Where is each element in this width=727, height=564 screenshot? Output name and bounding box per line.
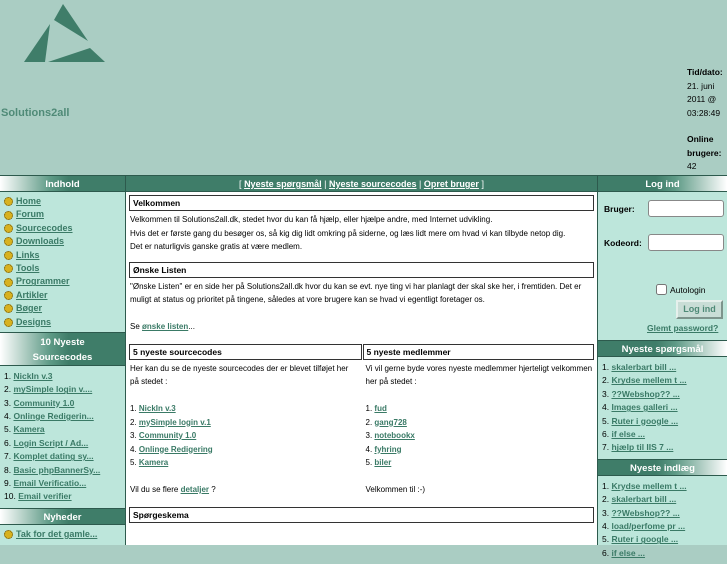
newest-sourcecodes-link[interactable]: Nyeste sourcecodes: [328, 179, 417, 189]
sourcecode-link[interactable]: mySimple login v....: [13, 384, 93, 395]
online-label-2: brugere:: [687, 147, 722, 158]
heading-line: 10 Nyeste: [40, 336, 85, 348]
item-number: 2.: [4, 384, 12, 395]
sourcecode-link[interactable]: Onlinge Redigering: [138, 444, 213, 454]
newest-panels: [126, 341, 597, 497]
item-number: 4.: [602, 402, 610, 413]
password-input[interactable]: [648, 234, 724, 251]
list-item: [4, 477, 125, 490]
item-number: 4.: [602, 520, 610, 531]
list-item: [602, 374, 727, 387]
list-item: [366, 402, 595, 416]
newest-sourcecodes-body: [126, 360, 362, 497]
gear-icon: [4, 224, 13, 233]
nav-link[interactable]: Artikler: [16, 289, 48, 300]
autologin-label: Autologin: [670, 284, 706, 295]
list-item: [602, 401, 727, 414]
outro-text: Velkommen til :-): [365, 485, 426, 494]
password-row: [604, 234, 724, 251]
item-number: 1.: [602, 362, 610, 372]
user-label: Bruger:: [604, 203, 635, 214]
question-link[interactable]: hjælp til IIS 7 ...: [611, 442, 674, 453]
bracket: [: [239, 179, 242, 189]
sourcecode-link[interactable]: NickIn v.3: [13, 370, 53, 381]
member-link[interactable]: notebookx: [374, 431, 415, 440]
item-number: 3.: [365, 431, 373, 440]
more-prefix: Vil du se flere: [130, 485, 179, 494]
list-item: [602, 441, 727, 454]
member-link[interactable]: biler: [374, 458, 392, 467]
top-links-bar: [126, 175, 597, 192]
post-link[interactable]: skalerbart bill ...: [611, 494, 677, 505]
list-item: [4, 450, 125, 463]
list-item: [130, 429, 359, 443]
item-number: 1.: [365, 404, 373, 413]
list-item: [4, 490, 125, 503]
separator: |: [419, 179, 422, 189]
wishlist-text: "Ønske Listen" er en side her på Solutions2all.dk hvor du kan se evt. nye ting vi har planlagt der skal ske her, i fremtiden. Det er muligt at status og prioritet på tingene, således at vore brugere kan se hvad vi egentligt foretager os.: [130, 281, 582, 304]
question-link[interactable]: Krydse mellem t ...: [611, 375, 687, 386]
gear-icon: [4, 251, 13, 260]
list-item: [366, 443, 595, 457]
newest-sourcecodes-panel: [126, 341, 362, 497]
post-link[interactable]: if else ...: [611, 547, 646, 558]
news-link[interactable]: Tak for det gamle...: [16, 528, 98, 539]
wishlist-prefix: Se: [130, 322, 140, 331]
username-input[interactable]: [648, 200, 724, 217]
nav-link[interactable]: Sourcecodes: [16, 222, 73, 233]
newest-posts-list: [598, 476, 727, 564]
nav-item-forum[interactable]: [4, 208, 125, 221]
gear-icon: [4, 278, 13, 287]
list-item: [602, 361, 727, 374]
datetime-label: Tid/dato:: [687, 67, 723, 77]
date-line2: 2011 @: [687, 94, 717, 104]
welcome-text: Det er naturligvis ganske gratis at være medlem.: [130, 242, 303, 251]
gear-icon: [4, 237, 13, 246]
user-row: [604, 200, 724, 217]
content-heading: Indhold: [0, 175, 125, 192]
logo-icon: [20, 3, 102, 65]
sourcecode-link[interactable]: Community 1.0: [138, 431, 197, 440]
page-header: [0, 0, 727, 175]
item-number: 1.: [130, 404, 137, 413]
forgot-password-link[interactable]: Glemt password?: [647, 323, 719, 333]
online-count: 42: [687, 161, 697, 171]
newest-questions-link[interactable]: Nyeste spørgsmål: [244, 179, 322, 189]
post-link[interactable]: load/perfome pr ...: [611, 520, 686, 531]
nav-item-artikler[interactable]: [4, 289, 125, 302]
gear-icon: [4, 530, 13, 539]
separator: |: [324, 179, 327, 189]
item-number: 8.: [4, 464, 12, 475]
list-item: [602, 480, 727, 493]
nav-item-downloads[interactable]: [4, 235, 125, 248]
item-number: 5.: [4, 424, 12, 435]
time-value: 03:28:49: [687, 107, 721, 118]
datetime-panel: [687, 66, 727, 174]
right-sidebar: [598, 175, 727, 558]
list-item: [602, 493, 727, 506]
gear-icon: [4, 197, 13, 206]
newest-sourcecodes-heading: [0, 332, 125, 366]
item-number: 3.: [130, 431, 137, 440]
item-number: 5.: [602, 415, 610, 426]
member-link[interactable]: fyhring: [374, 444, 402, 454]
sourcecode-link[interactable]: Komplet dating sy...: [13, 451, 94, 462]
post-link[interactable]: Krydse mellem t ...: [611, 480, 687, 491]
welcome-title: Velkommen: [129, 195, 594, 211]
item-number: 6.: [602, 428, 610, 439]
welcome-body: [126, 211, 597, 254]
login-form: [598, 192, 727, 340]
item-number: 2.: [130, 417, 137, 427]
password-label: Kodeord:: [604, 237, 642, 248]
list-item: [602, 533, 727, 546]
item-number: 1.: [4, 370, 12, 381]
wishlist-suffix: ...: [188, 322, 195, 331]
nav-link[interactable]: Home: [16, 196, 42, 206]
list-item: [130, 402, 359, 416]
heading-line: Sourcecodes: [32, 351, 93, 363]
bracket: ]: [481, 179, 484, 189]
nav-link[interactable]: Designs: [16, 316, 52, 327]
newest-members-title: 5 nyeste medlemmer: [363, 344, 595, 360]
question-link[interactable]: if else ...: [611, 428, 646, 439]
nav-link[interactable]: Tools: [16, 262, 40, 273]
question-link[interactable]: ??Webshop?? ...: [611, 388, 680, 399]
list-item: [4, 437, 125, 450]
nav-item-sourcecodes[interactable]: [4, 222, 125, 235]
post-link[interactable]: ??Webshop?? ...: [611, 507, 680, 518]
sourcecode-link[interactable]: Onlinge Redigerin...: [13, 411, 94, 422]
sourcecode-link[interactable]: NickIn v.3: [138, 404, 176, 413]
question-link[interactable]: Ruter i google ...: [611, 415, 679, 426]
list-item: [4, 383, 125, 396]
list-item: [602, 507, 727, 520]
newest-sourcecodes-list: [0, 366, 125, 508]
item-number: 3.: [602, 388, 610, 399]
gear-icon: [4, 291, 13, 300]
sourcecode-link[interactable]: Basic phpBannerSy...: [13, 464, 101, 475]
item-number: 5.: [130, 458, 137, 467]
list-item: [602, 520, 727, 533]
welcome-text: Hvis det er første gang du besøger os, så kig dig lidt omkring på siderne, og læs lidt mere om hvad vi kan tilbyde netop dig.: [130, 228, 566, 238]
wishlist-title: Ønske Listen: [129, 262, 594, 278]
online-label: Online: [687, 134, 714, 144]
post-link[interactable]: Ruter i google ...: [611, 534, 679, 545]
item-number: 2.: [602, 494, 610, 505]
nav-link[interactable]: Bøger: [16, 303, 43, 314]
list-item: [366, 456, 595, 470]
item-number: 5.: [602, 534, 610, 545]
nav-link[interactable]: Forum: [16, 209, 44, 220]
nav-item-boger[interactable]: [4, 302, 125, 315]
sourcecode-link[interactable]: mySimple login v.1: [138, 417, 211, 427]
nav-link[interactable]: Links: [16, 249, 40, 260]
create-user-link[interactable]: Opret bruger: [423, 179, 479, 189]
gear-icon: [4, 264, 13, 273]
newest-posts-heading: Nyeste indlæg: [598, 459, 727, 476]
member-link[interactable]: gang728: [374, 417, 407, 427]
item-number: 4.: [365, 444, 373, 454]
newest-members-panel: [362, 341, 598, 497]
welcome-text: Velkommen til Solutions2all.dk, stedet hvor du kan få hjælp, eller hjælpe andre, med Internet udvikling.: [130, 215, 493, 224]
nav-link[interactable]: Downloads: [16, 236, 65, 247]
news-heading: Nyheder: [0, 508, 125, 525]
autologin-row: [656, 284, 705, 295]
item-number: 5.: [365, 458, 373, 467]
nav-item-programmer[interactable]: [4, 275, 125, 288]
date-line1: 21. juni: [687, 80, 715, 91]
newest-questions-heading: Nyeste spørgsmål: [598, 340, 727, 357]
item-number: 2.: [602, 375, 610, 386]
login-heading: Log ind: [598, 175, 727, 192]
intro-text: Her kan du se de nyeste sourcecodes der er blevet tilføjet her på stedet :: [130, 363, 349, 386]
list-item: [602, 415, 727, 428]
list-item: [366, 429, 595, 443]
item-number: 7.: [602, 442, 610, 453]
nav-item-designs[interactable]: [4, 316, 125, 329]
item-number: 9.: [4, 478, 12, 489]
item-number: 6.: [602, 547, 610, 558]
member-link[interactable]: fud: [374, 404, 387, 413]
news-list: [0, 525, 125, 544]
newest-members-body: [362, 360, 598, 497]
sourcecode-link[interactable]: Kamera: [13, 424, 45, 435]
more-suffix: ?: [211, 485, 216, 494]
intro-text: Vi vil gerne byde vores nyeste medlemmer hjerteligt velkommen her på stedet :: [365, 363, 593, 386]
survey-title: Spørgeskema: [129, 507, 594, 523]
newest-sourcecodes-title: 5 nyeste sourcecodes: [129, 344, 362, 360]
sourcecode-link[interactable]: Email Verificatio...: [13, 478, 87, 489]
list-item: [602, 428, 727, 441]
list-item: [4, 397, 125, 410]
list-item: [366, 416, 595, 430]
list-item: [130, 416, 359, 430]
item-number: 3.: [602, 507, 610, 518]
site-name: Solutions2all: [1, 107, 70, 119]
item-number: 6.: [4, 437, 12, 448]
list-item: [4, 370, 125, 383]
sourcecode-link[interactable]: Community 1.0: [13, 397, 75, 408]
main-nav: [0, 192, 125, 332]
item-number: 4.: [130, 444, 137, 454]
sourcecode-link[interactable]: Email verifier: [18, 491, 72, 502]
list-item: [130, 443, 359, 457]
item-number: 3.: [4, 397, 12, 408]
nav-item-links[interactable]: [4, 249, 125, 262]
main-content: [126, 175, 598, 545]
list-item: [602, 388, 727, 401]
left-sidebar: [0, 175, 126, 545]
gear-icon: [4, 318, 13, 327]
list-item: [4, 410, 125, 423]
list-item: [130, 456, 359, 470]
gear-icon: [4, 304, 13, 313]
nav-item-home[interactable]: [4, 195, 125, 208]
details-link[interactable]: detaljer: [180, 485, 210, 494]
newest-questions-list: [598, 357, 727, 459]
item-number: 10.: [4, 491, 16, 502]
sourcecode-link[interactable]: Kamera: [138, 458, 169, 467]
item-number: 1.: [602, 480, 610, 491]
login-button[interactable]: Log ind: [676, 300, 723, 319]
question-link[interactable]: skalerbart bill ...: [611, 362, 677, 372]
nav-item-tools[interactable]: [4, 262, 125, 275]
list-item: [4, 464, 125, 477]
news-item[interactable]: [4, 528, 125, 541]
item-number: 7.: [4, 451, 12, 462]
list-item: [602, 547, 727, 560]
item-number: 4.: [4, 411, 12, 422]
wishlist-body: [126, 278, 597, 334]
item-number: 2.: [365, 417, 373, 427]
sourcecode-link[interactable]: Login Script / Ad...: [13, 437, 89, 448]
gear-icon: [4, 211, 13, 220]
question-link[interactable]: Images galleri ...: [611, 402, 678, 413]
nav-link[interactable]: Programmer: [16, 276, 70, 287]
autologin-checkbox[interactable]: [656, 284, 667, 295]
list-item: [4, 423, 125, 436]
wishlist-link[interactable]: ønske listen: [142, 322, 189, 331]
